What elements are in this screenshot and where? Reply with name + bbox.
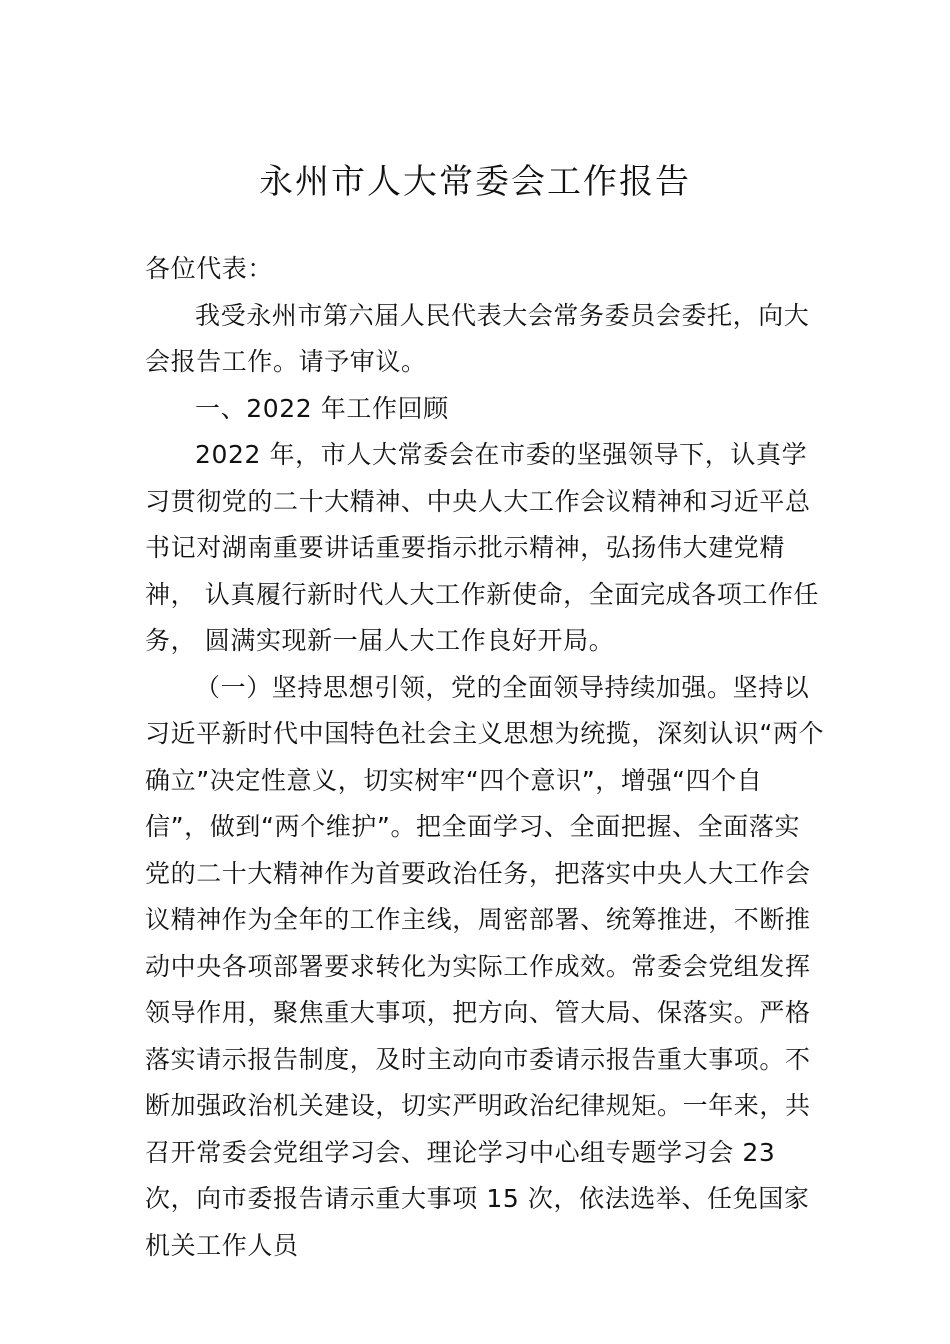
- paragraph-section-1: （一）坚持思想引领，党的全面领导持续加强。坚持以习近平新时代中国特色社会主义思想为统揽，深刻认识“两个确立”决定性意义，切实树牢“四个意识”，增强“四个自信”，做到“两个维护”。把全面学习、全面把握、全面落实党的二十大精神作为首要政治任务，把落实中央人大工作会议精神作为全年的工作主线，周密部署、统筹推进，不断推动中央各项部署要求转化为实际工作成效。常委会党组发挥领导作用，聚焦重大事项，把方向、管大局、保落实。严格落实请示报告制度，及时主动向市委请示报告重大事项。不断加强政治机关建设，切实严明政治纪律规矩。一年来，共召开常委会党组学习会、理论学习中心组专题学习会 23 次，向市委报告请示重大事项 15 次，依法选举、任免国家机关工作人员: [145, 672, 825, 1260]
- document-body: [145, 246, 825, 1269]
- salutation: 各位代表：: [145, 254, 274, 283]
- paragraph-overview: 2022 年，市人大常委会在市委的坚强领导下，认真学习贯彻党的二十大精神、中央人大工作会议精神和习近平总书记对湖南重要讲话重要指示批示精神，弘扬伟大建党精神， 认真履行新时代人大工作新使命，全面完成各项工作任务， 圆满实现新一届人大工作良好开局。: [145, 440, 820, 655]
- paragraph-intro: 我受永州市第六届人民代表大会常务委员会委托，向大会报告工作。请予审议。: [145, 300, 810, 376]
- document-title: 永州市人大常委会工作报告: [259, 162, 691, 202]
- section-heading: 一、2022 年工作回顾: [195, 393, 449, 423]
